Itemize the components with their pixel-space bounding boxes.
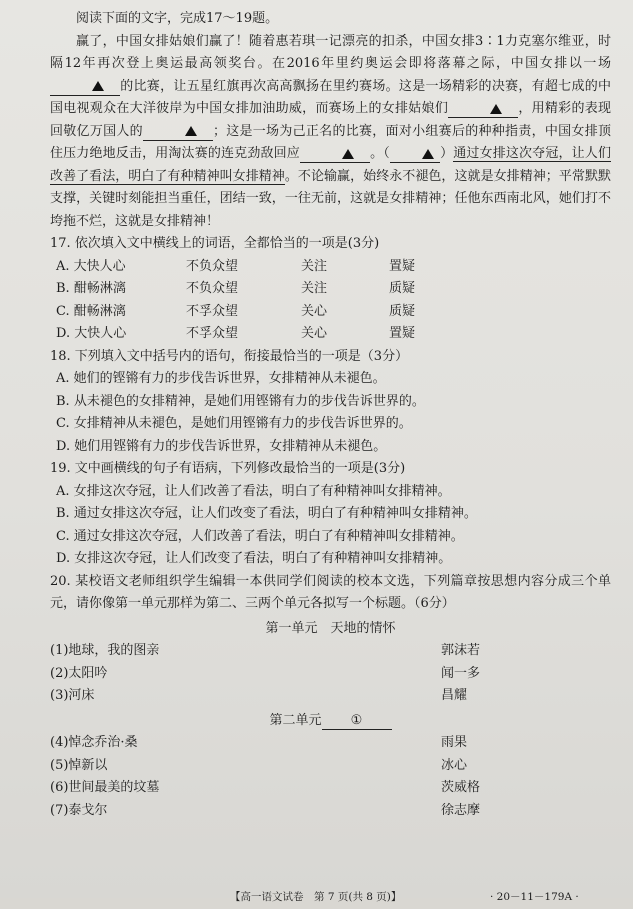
triangle-icon bbox=[490, 104, 502, 114]
q17-stem: 17. 依次填入文中横线上的词语，全都恰当的一项是(3分) bbox=[50, 236, 380, 251]
item-author: 冰心 bbox=[441, 757, 468, 773]
blank-3 bbox=[143, 124, 213, 141]
option-cell: C. 酣畅淋漓 bbox=[56, 303, 126, 319]
unit2-item bbox=[50, 755, 611, 778]
q19-option-b: B. 通过女排这次夺冠，让人们改变了看法，明白了有种精神叫女排精神。 bbox=[56, 506, 477, 521]
option-cell: 关注 bbox=[301, 258, 328, 274]
passage-s2: 的比赛，让五星红旗再次高高飘扬在里约赛场。这是一场精彩的决赛，有超七成的中国电视观众在大洋彼岸为中国女排加油助威，而赛场上的女排姑娘们 bbox=[50, 78, 611, 116]
item-author: 雨果 bbox=[441, 735, 468, 750]
unit2-label: 第二单元 bbox=[269, 712, 322, 728]
q18-option-c: C. 女排精神从未褪色，是她们用铿锵有力的步伐告诉世界的。 bbox=[56, 416, 412, 431]
blank-1 bbox=[50, 79, 120, 96]
unit2-item bbox=[50, 777, 611, 800]
option-cell: 关注 bbox=[301, 281, 328, 296]
unit1-item bbox=[50, 640, 611, 663]
blank-5 bbox=[390, 146, 440, 163]
q18-option-a: A. 她们的铿锵有力的步伐告诉世界，女排精神从未褪色。 bbox=[56, 371, 386, 386]
passage-s6: ） bbox=[439, 146, 454, 161]
item-title: (5)悼新以 bbox=[50, 757, 108, 773]
option-cell: 关心 bbox=[301, 303, 328, 319]
passage-s1: 赢了，中国女排姑娘们赢了！随着惠若琪一记漂亮的扣杀，中国女排3∶1力克塞尔维亚，时隔12年再次登上奥运最高领奖台。在2016年里约奥运会即将落幕之际，中国女排以一场 bbox=[50, 33, 611, 71]
item-author: 徐志摩 bbox=[441, 802, 481, 818]
item-author: 闻一多 bbox=[441, 665, 481, 681]
unit2-title bbox=[50, 710, 611, 733]
item-author: 郭沫若 bbox=[441, 643, 481, 658]
blank-2 bbox=[448, 101, 518, 118]
option-cell: D. 大快人心 bbox=[56, 326, 127, 341]
passage-s4: ；这是一场为己正名的比赛，面对小组赛后的种种指责，中国女排顶住压力绝地反击，用淘汰赛的连克劲敌回应 bbox=[50, 123, 611, 161]
q17-option-b bbox=[50, 278, 611, 301]
item-author: 茨威格 bbox=[441, 780, 481, 795]
item-title: (7)泰戈尔 bbox=[50, 802, 108, 818]
item-title: (4)悼念乔治·桑 bbox=[50, 735, 138, 750]
triangle-icon bbox=[422, 149, 434, 159]
unit2-blank: ① bbox=[322, 713, 392, 730]
q18-stem: 18. 下列填入文中括号内的语句，衔接最恰当的一项是（3分） bbox=[50, 348, 409, 364]
footer-code: · 20－11－179A · bbox=[490, 891, 579, 903]
q17-option-d bbox=[50, 323, 611, 346]
option-cell: 不孚众望 bbox=[186, 303, 239, 319]
item-title: (6)世间最美的坟墓 bbox=[50, 780, 160, 795]
q19-option-c: C. 通过女排这次夺冠，人们改善了看法，明白了有种精神叫女排精神。 bbox=[56, 528, 464, 544]
unit1-item bbox=[50, 685, 611, 708]
option-cell: 质疑 bbox=[389, 281, 416, 296]
item-author: 昌耀 bbox=[441, 688, 468, 703]
reading-intro: 阅读下面的文字，完成17～19题。 bbox=[76, 11, 279, 26]
option-cell: 置疑 bbox=[389, 326, 416, 341]
q20-stem: 20. 某校语文老师组织学生编辑一本供同学们阅读的校本文选，下列篇章按思想内容分成三个单元，请你像第一单元那样为第二、三两个单元各拟写一个标题。（6分） bbox=[50, 573, 611, 611]
triangle-icon bbox=[92, 81, 104, 91]
q18-option-b: B. 从未褪色的女排精神，是她们用铿锵有力的步伐告诉世界的。 bbox=[56, 393, 425, 409]
q19-option-a: A. 女排这次夺冠，让人们改善了看法，明白了有种精神叫女排精神。 bbox=[56, 483, 451, 499]
unit1-title: 第一单元 天地的情怀 bbox=[265, 620, 396, 636]
option-cell: B. 酣畅淋漓 bbox=[56, 281, 126, 296]
passage-s3: ，用精彩的表现回敬亿万国人的 bbox=[50, 101, 611, 139]
q19-option-d: D. 女排这次夺冠，让人们改变了看法，明白了有种精神叫女排精神。 bbox=[56, 551, 452, 566]
q17-option-c bbox=[50, 301, 611, 324]
footer-page-number: 【高一语文试卷 第 7 页(共 8 页)】 bbox=[230, 891, 402, 903]
option-cell: 置疑 bbox=[389, 258, 416, 274]
item-title: (3)河床 bbox=[50, 688, 95, 703]
option-cell: 不负众望 bbox=[186, 281, 239, 296]
q19-stem: 19. 文中画横线的句子有语病，下列修改最恰当的一项是(3分) bbox=[50, 461, 406, 476]
reading-passage bbox=[50, 31, 611, 234]
option-cell: 质疑 bbox=[389, 303, 416, 319]
item-title: (2)太阳吟 bbox=[50, 665, 108, 681]
passage-s8: 。不论输赢，始终永不褪色，这就是女排精神；平常默默支撑，关键时刻能担当重任，团结一致，一往无前，这就是女排精神；任他东西南北风，她们打不垮拖不烂，这就是女排精神！ bbox=[50, 168, 611, 229]
q17-option-a bbox=[50, 256, 611, 279]
unit2-item bbox=[50, 800, 611, 823]
triangle-icon bbox=[185, 126, 197, 136]
q18-option-d: D. 她们用铿锵有力的步伐告诉世界，女排精神从未褪色。 bbox=[56, 438, 387, 454]
option-cell: 不负众望 bbox=[186, 258, 239, 274]
option-cell: 关心 bbox=[301, 326, 328, 341]
option-cell: 不孚众望 bbox=[186, 326, 239, 341]
unit1-item bbox=[50, 663, 611, 686]
underlined-sentence: 通过女排这次夺冠，让人们改善了看法，明白了有种精神叫女排精神 bbox=[50, 146, 611, 184]
triangle-icon bbox=[342, 149, 354, 159]
option-cell: A. 大快人心 bbox=[56, 258, 126, 274]
unit2-item bbox=[50, 732, 611, 755]
passage-s5: 。（ bbox=[369, 146, 390, 161]
blank-4 bbox=[300, 146, 370, 163]
item-title: (1)地球，我的图亲 bbox=[50, 643, 160, 658]
